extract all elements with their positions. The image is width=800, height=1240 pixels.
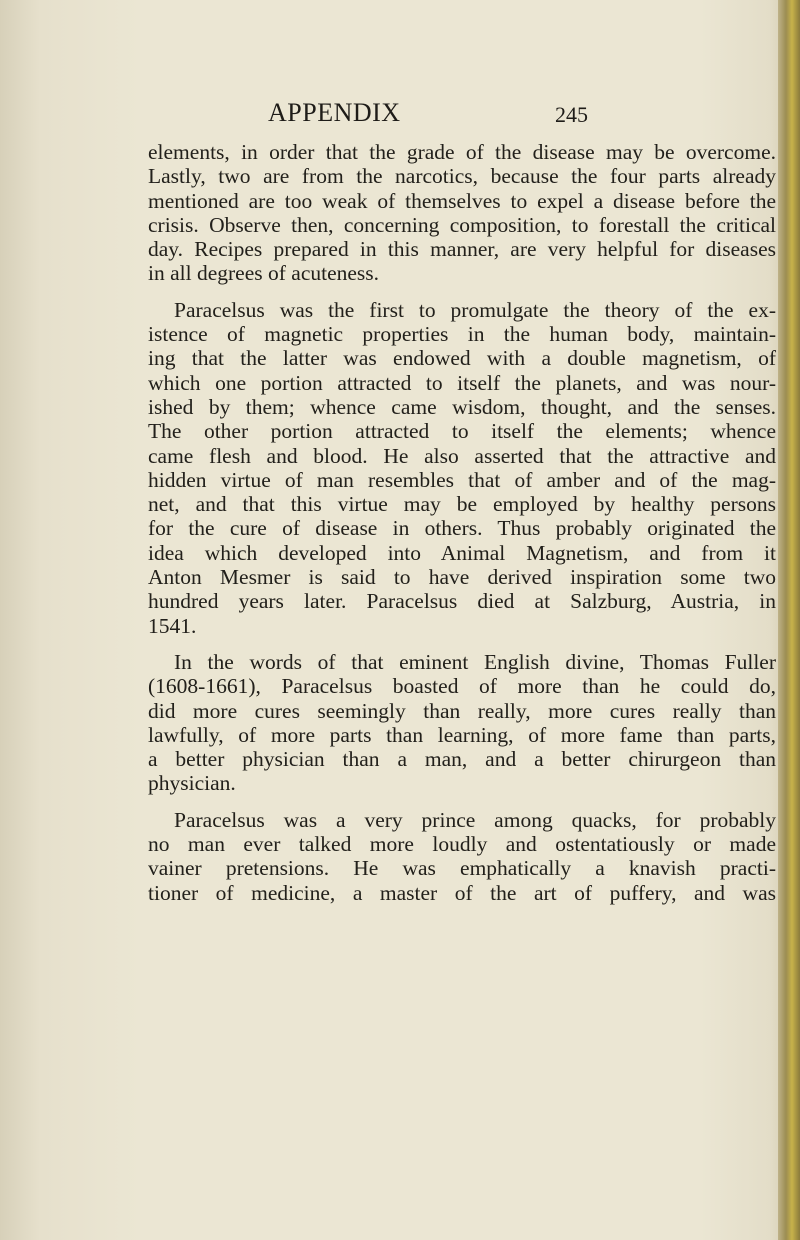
text-line: In the words of that eminent English divine, Thomas Fuller <box>174 649 776 674</box>
text-line: Anton Mesmer is said to have derived inspiration some two <box>148 565 776 590</box>
text-line: vainer pretensions. He was emphatically a knavish practi- <box>148 856 776 881</box>
text-line: The other portion attracted to itself the elements; whence <box>148 419 776 444</box>
paragraph-4 <box>148 808 776 905</box>
text-line: which one portion attracted to itself the planets, and was nour- <box>148 370 776 395</box>
text-line: idea which developed into Animal Magnetism, and from it <box>148 540 776 565</box>
text-line: (1608-1661), Paracelsus boasted of more than he could do, <box>148 674 776 699</box>
text-line: elements, in order that the grade of the disease may be overcome. <box>148 140 776 164</box>
book-fore-edge <box>778 0 800 1240</box>
text-line: Paracelsus was a very prince among quacks, for probably <box>174 807 776 832</box>
page-header <box>0 98 800 138</box>
running-head: APPENDIX <box>268 98 401 127</box>
text-line: did more cures seemingly than really, more cures really than <box>148 698 776 723</box>
text-line: a better physician than a man, and a better chirurgeon than <box>148 747 776 772</box>
text-line: lawfully, of more parts than learning, of more fame than parts, <box>148 722 776 747</box>
paragraph-2 <box>148 298 776 638</box>
text-line: came flesh and blood. He also asserted that the attractive and <box>148 443 776 468</box>
text-line: istence of magnetic properties in the human body, maintain- <box>148 322 776 347</box>
text-line: ished by them; whence came wisdom, thought, and the senses. <box>148 394 776 419</box>
page-number: 245 <box>555 102 588 127</box>
text-line: hidden virtue of man resembles that of amber and of the mag- <box>148 467 776 492</box>
paragraph-3 <box>148 650 776 796</box>
text-line: tioner of medicine, a master of the art of puffery, and was <box>148 880 776 905</box>
text-line: mentioned are too weak of themselves to expel a disease before the <box>148 188 776 213</box>
text-line: Paracelsus was the first to promulgate the theory of the ex- <box>174 297 776 322</box>
text-line: 1541. <box>148 613 197 638</box>
text-line: for the cure of disease in others. Thus probably originated the <box>148 516 776 541</box>
text-line: physician. <box>148 771 236 796</box>
text-line: net, and that this virtue may be employed by healthy persons <box>148 492 776 517</box>
text-line: ing that the latter was endowed with a double magnetism, of <box>148 346 776 371</box>
text-line: in all degrees of acuteness. <box>148 261 380 286</box>
text-line: no man ever talked more loudly and ostentatiously or made <box>148 832 776 857</box>
text-line: Lastly, two are from the narcotics, because the four parts already <box>148 164 776 189</box>
paragraph-1 <box>148 140 776 286</box>
text-line: hundred years later. Paracelsus died at Salzburg, Austria, in <box>148 589 776 614</box>
body-text <box>148 140 776 905</box>
text-line: crisis. Observe then, concerning composition, to forestall the critical <box>148 212 776 237</box>
text-line: day. Recipes prepared in this manner, are very helpful for diseases <box>148 237 776 262</box>
